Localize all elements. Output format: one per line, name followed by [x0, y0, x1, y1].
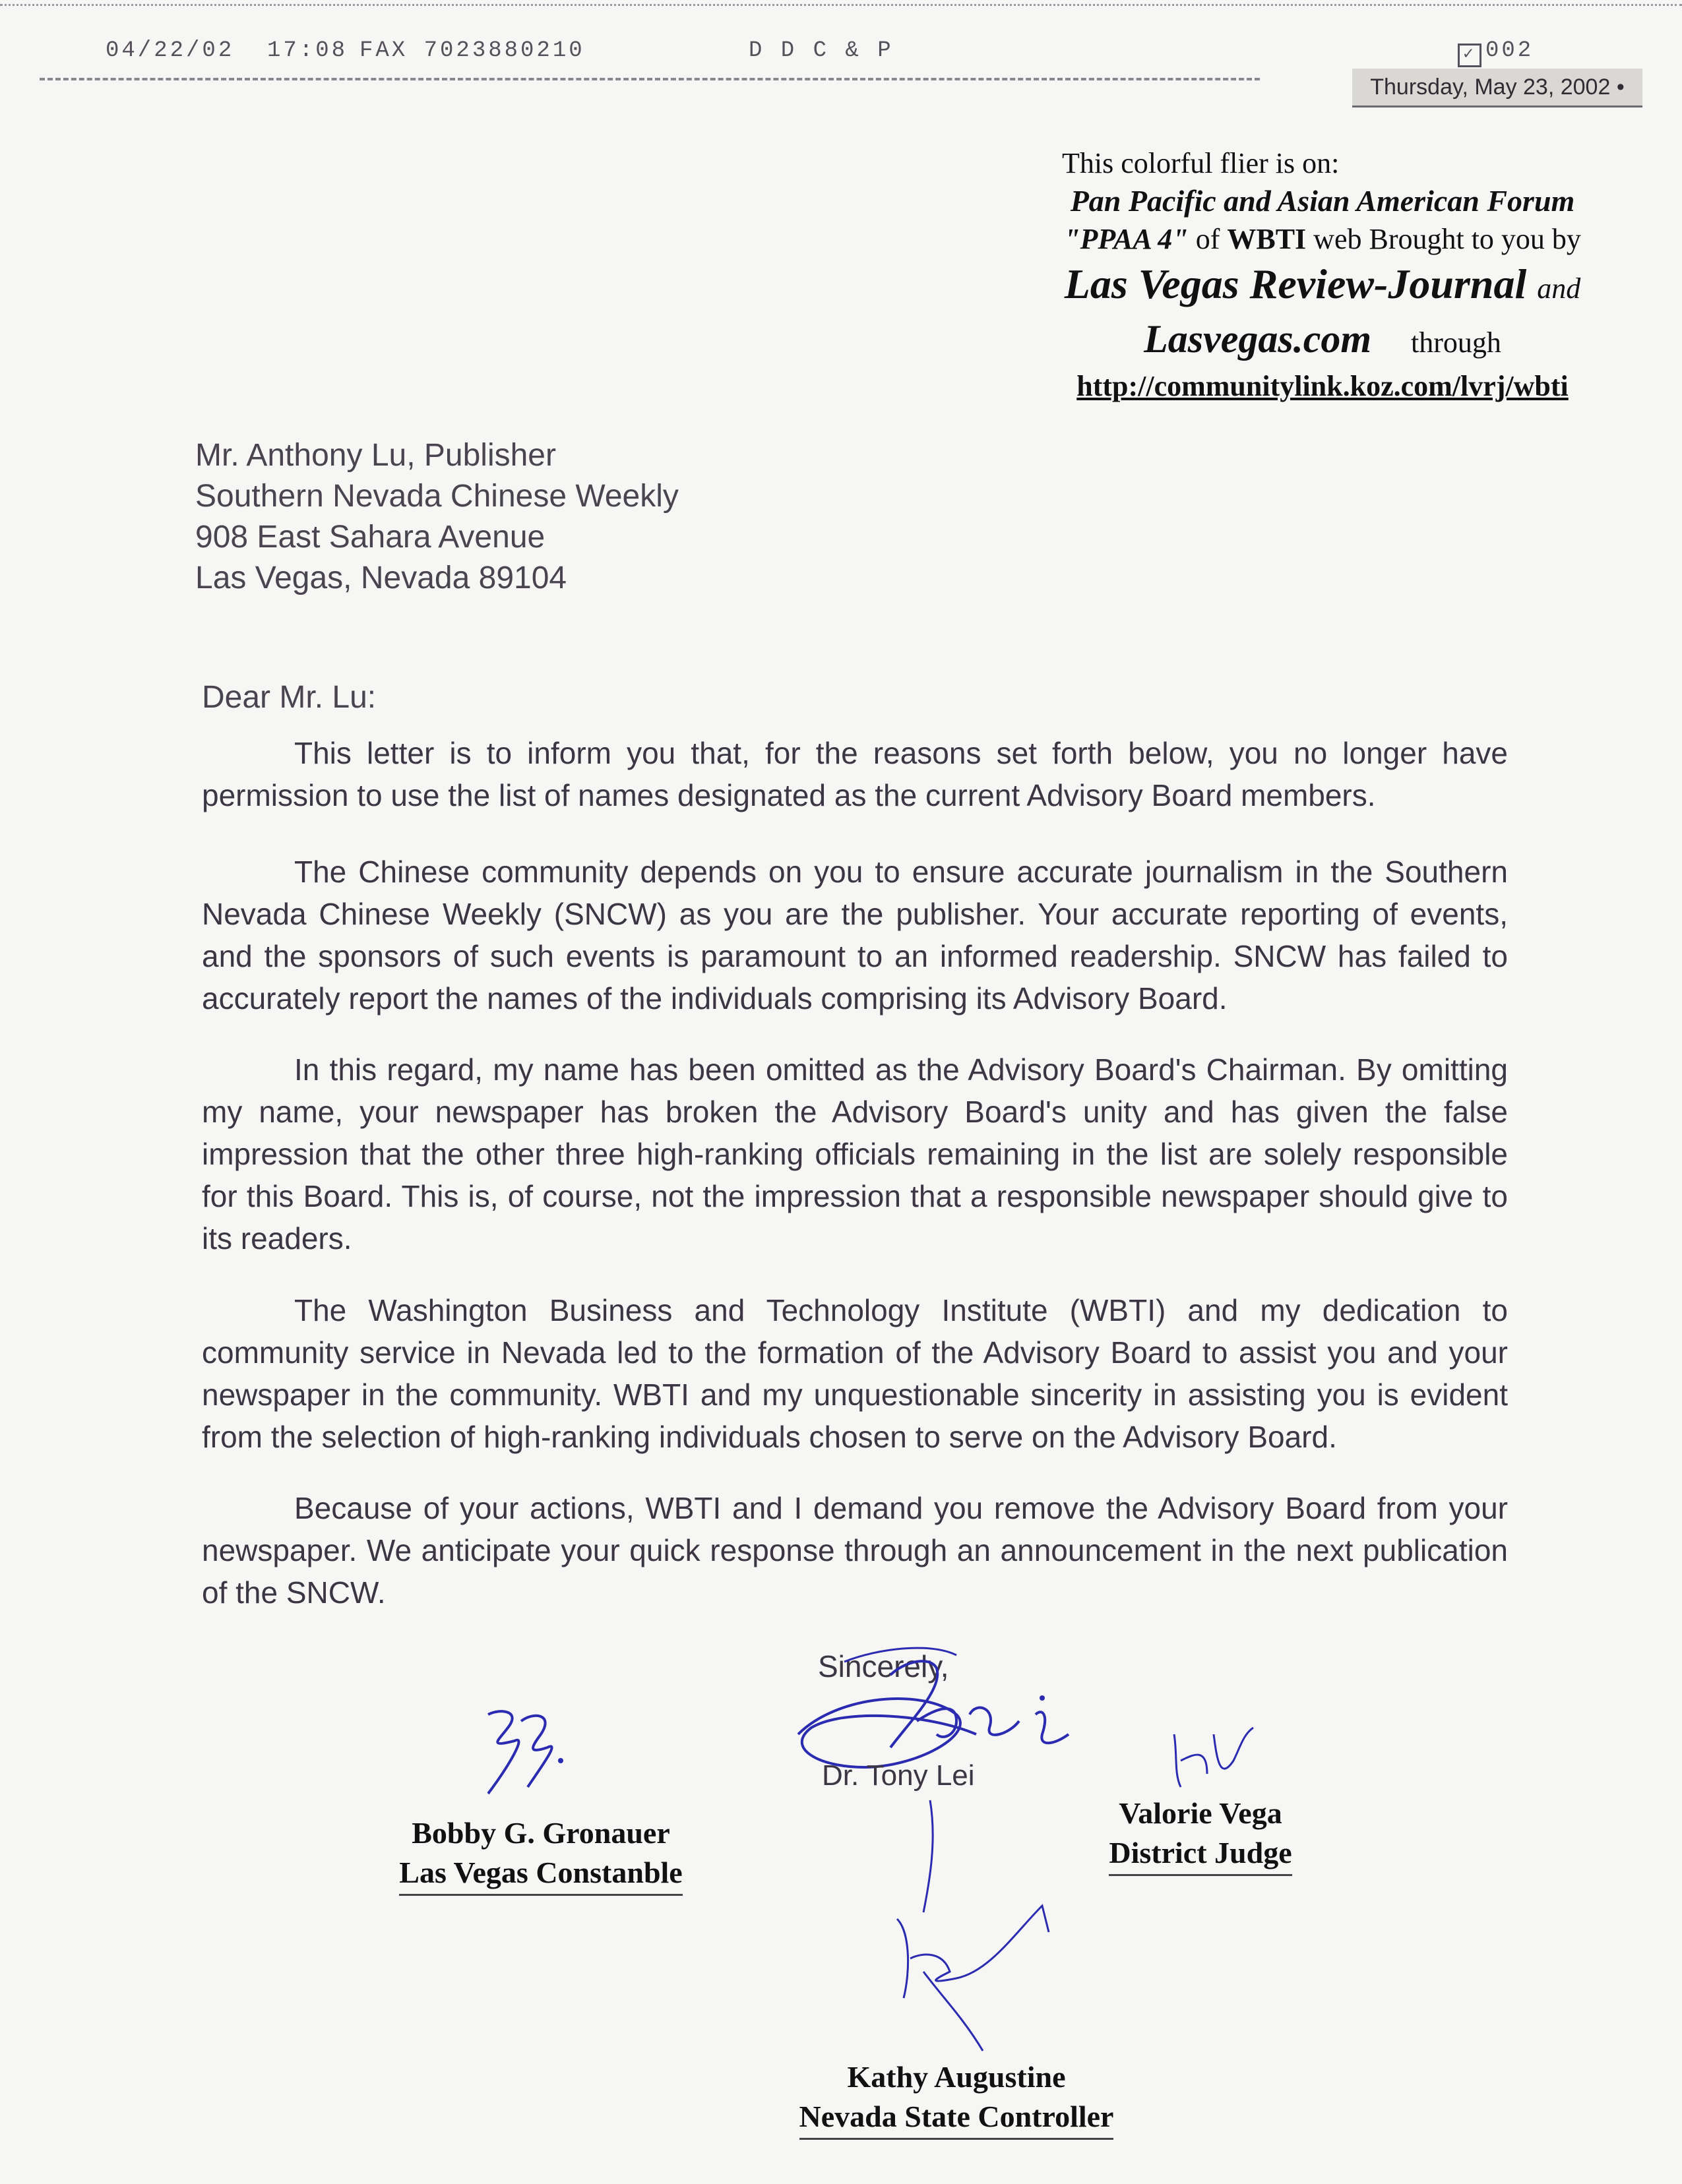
- signer-tony-lei: Dr. Tony Lei: [822, 1759, 975, 1792]
- fax-page: [1458, 38, 1534, 67]
- newspaper-dateline: Thursday, May 23, 2002 •: [1352, 69, 1642, 107]
- address-line-2: Southern Nevada Chinese Weekly: [195, 479, 679, 514]
- signatory-valorie-vega: [1075, 1794, 1326, 1876]
- bobby-title: Las Vegas Constanble: [356, 1853, 726, 1896]
- closing: Sincerely,: [818, 1649, 949, 1684]
- top-dotted-border: [0, 4, 1682, 7]
- address-line-1: Mr. Anthony Lu, Publisher: [195, 438, 556, 473]
- signatory-kathy-augustine: [759, 2057, 1154, 2140]
- fax-page-icon: ✓: [1458, 44, 1481, 67]
- fax-date: 04/22/02: [106, 38, 235, 63]
- paragraph-5: Because of your actions, WBTI and I demand you remove the Advisory Board from your newspaper. We anticipate your quick response through an announcement in the next publication of the SNCW.: [202, 1491, 1508, 1610]
- salutation: Dear Mr. Lu:: [202, 680, 377, 715]
- flier-line-3: "PPAA 4" of WBTI web Brought to you by: [1064, 223, 1581, 255]
- fax-number: FAX 7023880210: [359, 38, 585, 63]
- address-line-3: 908 East Sahara Avenue: [195, 520, 545, 555]
- fax-header-dashes: [40, 78, 1260, 83]
- kathy-name: Kathy Augustine: [847, 2060, 1066, 2094]
- flier-line-1: This colorful flier is on:: [1062, 147, 1340, 179]
- flier-line-2: Pan Pacific and Asian American Forum: [1070, 184, 1575, 218]
- valorie-title: District Judge: [1075, 1833, 1326, 1876]
- paragraph-2: The Chinese community depends on you to ensure accurate journalism in the Southern Nevada Chinese Weekly (SNCW) as you are the publisher. Your accurate reporting of events, and the sponsors of such events is paramount to an informed readership. SNCW has failed to accurately report the names of the individuals comprising its Advisory Board.: [202, 855, 1508, 1016]
- flier-url[interactable]: http://communitylink.koz.com/lvrj/wbti: [1076, 370, 1569, 402]
- flier-line-5: Lasvegas.com through: [1144, 317, 1501, 361]
- kathy-augustine-signature: [857, 1800, 1069, 2051]
- bobby-gronauer-signature: [462, 1695, 594, 1807]
- kathy-title: Nevada State Controller: [759, 2097, 1154, 2140]
- fax-page-number: 002: [1485, 38, 1534, 63]
- paragraph-4: The Washington Business and Technology Institute (WBTI) and my dedication to community service in Nevada led to the formation of the Advisory Board to assist you and your newspaper in the community. WBTI and my unquestionable sincerity in assisting you is evident from the selection of high-ranking individuals chosen to serve on the Advisory Board.: [202, 1293, 1508, 1454]
- fax-time: 17:08: [267, 38, 348, 63]
- address-line-4: Las Vegas, Nevada 89104: [195, 561, 567, 595]
- flier-line-4: Las Vegas Review-Journal and: [1064, 260, 1581, 307]
- paragraph-3: In this regard, my name has been omitted as the Advisory Board's Chairman. By omitting my name, your newspaper has broken the Advisory Board's unity and has given the false impression that the other three high-ranking officials remaining in the list are solely responsible for this Board. This is, of course, not the impression that a responsible newspaper should give to its readers.: [202, 1052, 1508, 1256]
- signatory-bobby-gronauer: [356, 1813, 726, 1896]
- bobby-name: Bobby G. Gronauer: [412, 1816, 670, 1850]
- flier-notice: [1009, 145, 1636, 422]
- valorie-name: Valorie Vega: [1119, 1796, 1282, 1830]
- paragraph-1: This letter is to inform you that, for the reasons set forth below, you no longer have permission to use the list of names designated as the current Advisory Board members.: [202, 736, 1508, 812]
- recipient-address: [195, 435, 987, 599]
- valorie-vega-signature: [1154, 1721, 1260, 1800]
- fax-sender: D D C & P: [749, 38, 894, 63]
